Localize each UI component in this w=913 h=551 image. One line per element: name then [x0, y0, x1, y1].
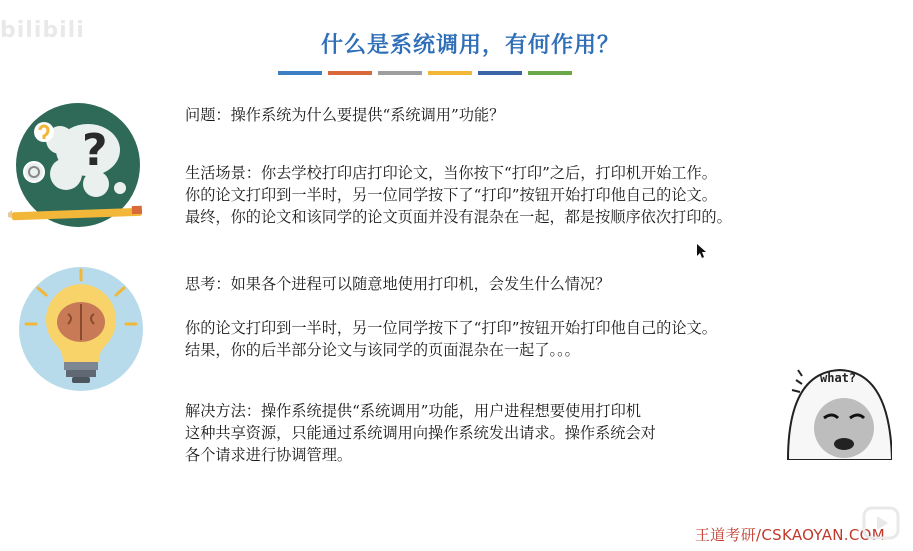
scenario-line: 生活场景：你去学校打印店打印论文，当你按下“打印”之后，打印机开始工作。	[185, 164, 717, 182]
what-meme-face-icon	[782, 360, 892, 460]
svg-text:?: ?	[82, 125, 108, 176]
solution-line: 这种共享资源，只能通过系统调用向操作系统发出请求。操作系统会对	[185, 424, 656, 442]
slide-title: 什么是系统调用，有何作用？	[320, 33, 620, 58]
title-bar	[528, 71, 572, 75]
title-color-bars	[278, 71, 572, 75]
result-paragraph	[185, 317, 717, 361]
title-bar	[428, 71, 472, 75]
lightbulb-brain-icon	[16, 264, 146, 394]
footer-brand: 王道考研/CSKAOYAN.COM	[694, 526, 885, 544]
result-line: 你的论文打印到一半时，另一位同学按下了“打印”按钮开始打印他自己的论文。	[185, 319, 717, 337]
scenario-line: 最终，你的论文和该同学的论文页面并没有混杂在一起，都是按顺序依次打印的。	[185, 208, 732, 226]
solution-line: 各个请求进行协调管理。	[185, 446, 353, 464]
title-bar	[478, 71, 522, 75]
thinking-question-icon	[8, 100, 148, 230]
bilibili-watermark: bilibili	[0, 18, 85, 43]
title-bar	[378, 71, 422, 75]
mouse-cursor-icon	[697, 244, 707, 258]
meme-text: what?	[820, 371, 857, 385]
solution-paragraph	[185, 400, 656, 466]
question-text: 问题：操作系统为什么要提供“系统调用”功能？	[185, 106, 505, 124]
result-line: 结果，你的后半部分论文与该同学的页面混杂在一起了。。。	[185, 341, 580, 359]
scenario-paragraph	[185, 162, 732, 228]
title-bar	[328, 71, 372, 75]
play-icon[interactable]	[861, 503, 901, 543]
think-text: 思考：如果各个进程可以随意地使用打印机，会发生什么情况？	[185, 275, 611, 293]
title-bar	[278, 71, 322, 75]
scenario-line: 你的论文打印到一半时，另一位同学按下了“打印”按钮开始打印他自己的论文。	[185, 186, 717, 204]
solution-line: 解决方法：操作系统提供“系统调用”功能，用户进程想要使用打印机	[185, 402, 641, 420]
